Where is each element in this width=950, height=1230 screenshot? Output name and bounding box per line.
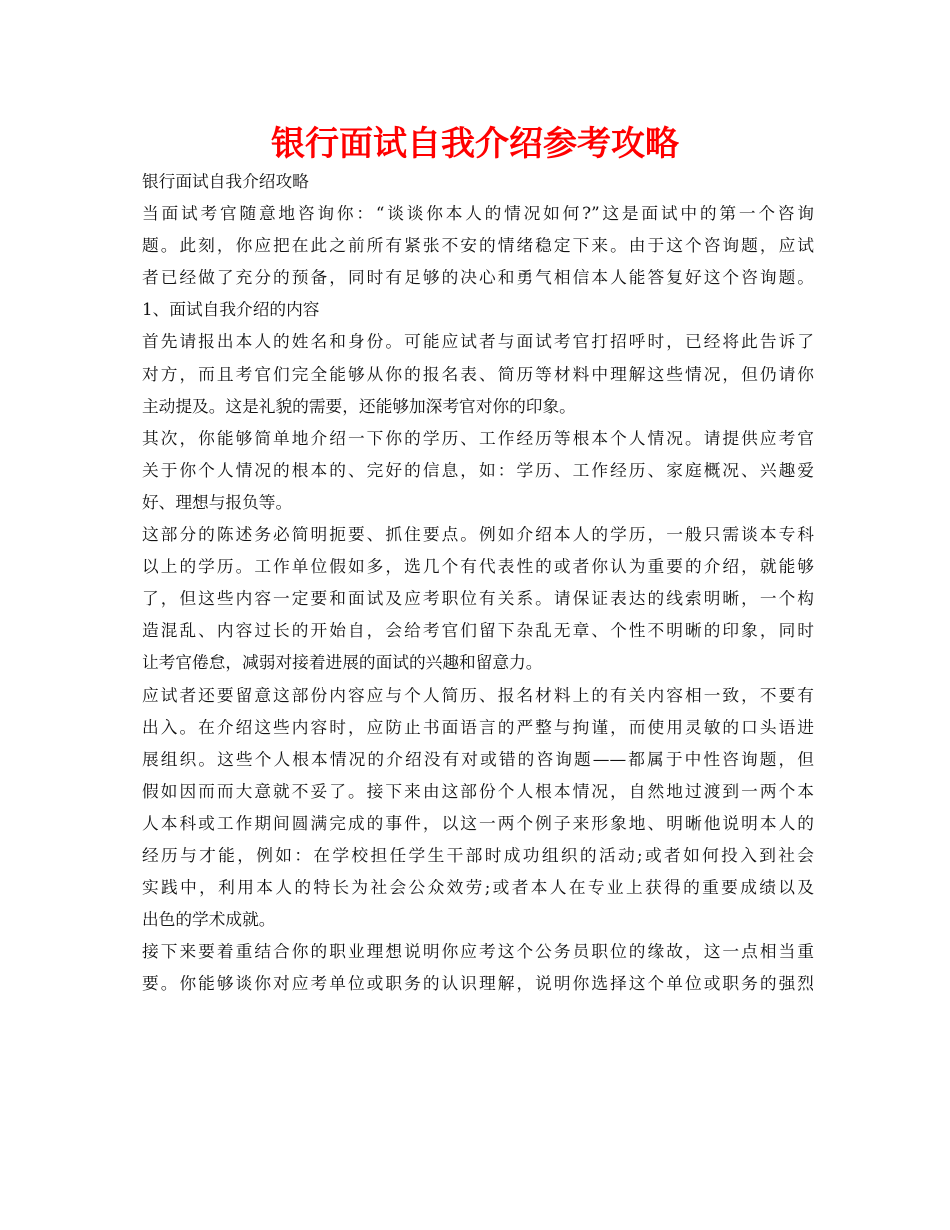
document-title: 银行面试自我介绍参考攻略 — [271, 124, 679, 164]
text-line: 1、面试自我介绍的内容 — [142, 299, 320, 320]
text-line: 展组织。这些个人根本情况的介绍没有对或错的咨询题——都属于中性咨询题，但 — [142, 748, 814, 769]
text-line: 出色的学术成就。 — [142, 909, 276, 930]
text-line: 这部分的陈述务必简明扼要、抓住要点。例如介绍本人的学历，一般只需谈本专科 — [142, 524, 814, 545]
text-line: 假如因而而大意就不妥了。接下来由这部份个人根本情况，自然地过渡到一两个本 — [142, 780, 814, 801]
text-line: 关于你个人情况的根本的、完好的信息，如：学历、工作经历、家庭概况、兴趣爱 — [142, 459, 814, 480]
document-body — [142, 165, 814, 999]
text-line: 让考官倦怠，减弱对接着进展的面试的兴趣和留意力。 — [142, 652, 543, 673]
text-line: 出入。在介绍这些内容时，应防止书面语言的严整与拘谨，而使用灵敏的口头语进 — [142, 716, 814, 737]
text-line: 应试者还要留意这部份内容应与个人简历、报名材料上的有关内容相一致，不要有 — [142, 684, 814, 705]
text-line: 对方，而且考官们完全能够从你的报名表、简历等材料中理解这些情况，但仍请你 — [142, 363, 814, 384]
text-line: 者已经做了充分的预备，同时有足够的决心和勇气相信本人能答复好这个咨询题。 — [142, 267, 814, 288]
text-line: 当面试考官随意地咨询你：“谈谈你本人的情况如何?”这是面试中的第一个咨询 — [142, 203, 814, 224]
text-line: 好、理想与报负等。 — [142, 491, 293, 512]
text-line: 造混乱、内容过长的开始自，会给考官们留下杂乱无章、个性不明晰的印象，同时 — [142, 620, 814, 641]
text-line: 以上的学历。工作单位假如多，选几个有代表性的或者你认为重要的介绍，就能够 — [142, 556, 814, 577]
text-line: 其次，你能够简单地介绍一下你的学历、工作经历等根本个人情况。请提供应考官 — [142, 427, 814, 448]
text-line: 接下来要着重结合你的职业理想说明你应考这个公务员职位的缘故，这一点相当重 — [142, 941, 814, 962]
text-line: 银行面试自我介绍攻略 — [142, 171, 309, 191]
text-line: 题。此刻，你应把在此之前所有紧张不安的情绪稳定下来。由于这个咨询题，应试 — [142, 235, 814, 256]
text-line: 实践中，利用本人的特长为社会公众效劳;或者本人在专业上获得的重要成绩以及 — [142, 877, 814, 898]
text-line: 主动提及。这是礼貌的需要，还能够加深考官对你的印象。 — [142, 395, 576, 416]
text-line: 了，但这些内容一定要和面试及应考职位有关系。请保证表达的线索明晰，一个构 — [142, 588, 814, 609]
text-line: 首先请报出本人的姓名和身份。可能应试者与面试考官打招呼时，已经将此告诉了 — [142, 331, 814, 352]
text-line: 人本科或工作期间圆满完成的事件，以这一两个例子来形象地、明晰他说明本人的 — [142, 812, 814, 833]
text-line: 要。你能够谈你对应考单位或职务的认识理解，说明你选择这个单位或职务的强烈 — [142, 973, 814, 994]
text-line: 经历与才能，例如：在学校担任学生干部时成功组织的活动;或者如何投入到社会 — [142, 844, 814, 865]
